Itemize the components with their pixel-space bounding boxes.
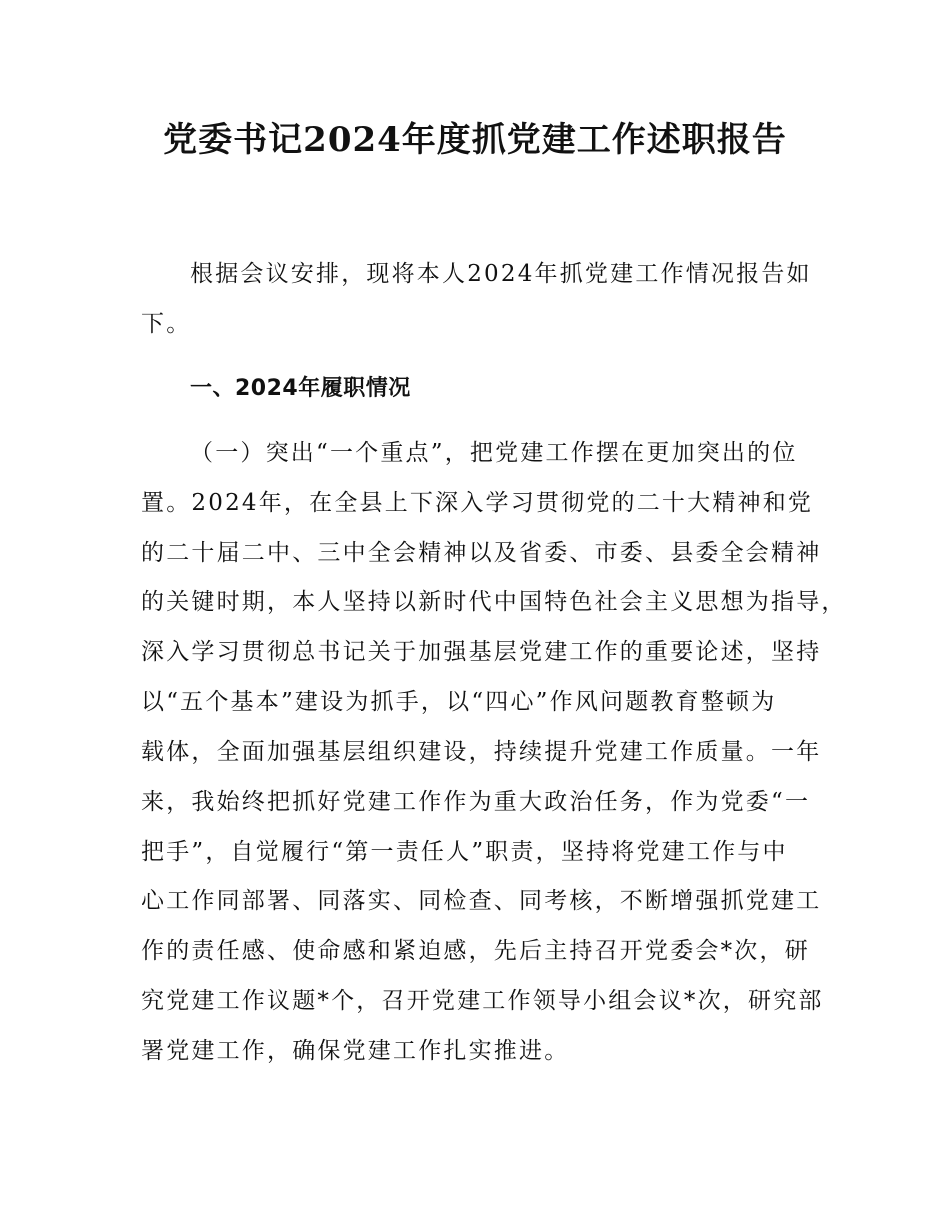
paragraph-line: 载体，全面加强基层组织建设，持续提升党建工作质量。一年 <box>141 739 822 765</box>
paragraph-line: 的二十届二中、三中全会精神以及省委、市委、县委全会精神 <box>141 540 822 566</box>
paragraph-line: 究党建工作议题*个，召开党建工作领导小组会议*次，研究部 <box>141 988 824 1014</box>
section-heading: 一、2024年履职情况 <box>190 376 411 401</box>
intro-line: 根据会议安排，现将本人2024年抓党建工作情况报告如 <box>190 261 812 287</box>
paragraph-line: 来，我始终把抓好党建工作作为重大政治任务，作为党委“一 <box>141 789 811 815</box>
paragraph-line: 署党建工作，确保党建工作扎实推进。 <box>141 1038 570 1064</box>
paragraph-line: 以“五个基本”建设为抓手，以“四心”作风问题教育整顿为 <box>141 689 777 715</box>
paragraph-line: 作的责任感、使命感和紧迫感，先后主持召开党委会*次，研 <box>141 938 810 964</box>
document-title: 党委书记2024年度抓党建工作述职报告 <box>163 120 787 160</box>
paragraph-line: 把手”，自觉履行“第一责任人”职责，坚持将党建工作与中 <box>141 839 788 865</box>
paragraph-line: 深入学习贯彻总书记关于加强基层党建工作的重要论述，坚持 <box>141 639 822 665</box>
intro-line: 下。 <box>141 311 192 337</box>
paragraph-line: 心工作同部署、同落实、同检查、同考核，不断增强抓党建工 <box>141 888 822 914</box>
paragraph-line: 置。2024年，在全县上下深入学习贯彻党的二十大精神和党 <box>141 490 814 516</box>
paragraph-line: 的关键时期，本人坚持以新时代中国特色社会主义思想为指导， <box>141 589 847 615</box>
paragraph-line: （一）突出“一个重点”，把党建工作摆在更加突出的位 <box>190 440 798 466</box>
